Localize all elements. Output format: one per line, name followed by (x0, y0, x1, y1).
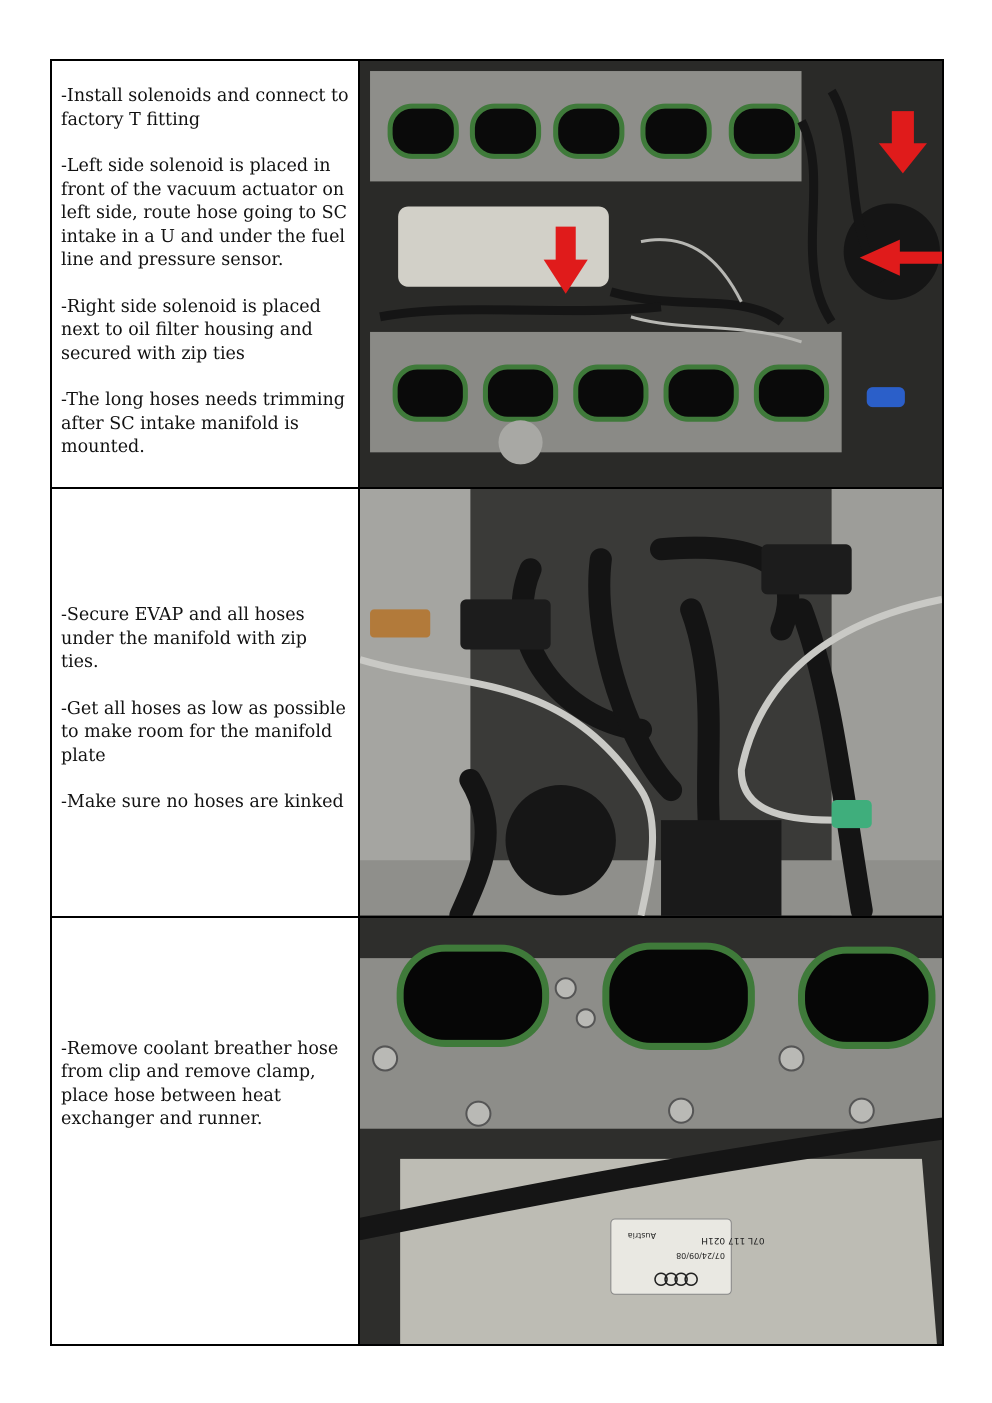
step-3-text (52, 918, 358, 1142)
step-1-paragraph: -Install solenoids and connect to factory T fitting (61, 86, 349, 130)
step-2-photo (359, 488, 943, 916)
step-2-text (52, 580, 358, 825)
engine-top-photo (360, 61, 942, 487)
step-2-paragraph: -Make sure no hoses are kinked (61, 792, 344, 813)
part-label-number: 07L 117 021H (701, 1234, 765, 1245)
step-row-2 (51, 488, 943, 916)
step-row-3 (51, 917, 943, 1345)
step-1-paragraph: -Right side solenoid is placed next to oil filter housing and secured with zip ties (61, 296, 321, 364)
step-3-paragraph: -Remove coolant breather hose from clip and remove clamp, place hose between heat exchanger and runner. (61, 1038, 339, 1130)
breather-hose-photo (360, 918, 942, 1344)
step-1-text-cell (51, 60, 359, 488)
step-3-photo (359, 917, 943, 1345)
step-3-text-cell (51, 917, 359, 1345)
step-1-paragraph: -The long hoses needs trimming after SC intake manifold is mounted. (61, 390, 345, 457)
part-label-date: 07/24/09/08 (676, 1251, 725, 1261)
part-label-origin: Austria (627, 1230, 657, 1240)
step-2-paragraph: -Secure EVAP and all hoses under the manifold with zip ties. (61, 605, 307, 673)
step-2-paragraph: -Get all hoses as low as possible to make room for the manifold plate (61, 698, 346, 766)
step-1-text (52, 61, 358, 470)
instruction-table (50, 59, 944, 1346)
step-row-1 (51, 60, 943, 488)
step-1-photo (359, 60, 943, 488)
step-1-paragraph: -Left side solenoid is placed in front of the vacuum actuator on left side, route hose going to SC intake in a U and under the fuel line and pressure sensor. (61, 156, 347, 270)
hose-routing-photo (360, 489, 942, 915)
step-2-text-cell (51, 488, 359, 916)
